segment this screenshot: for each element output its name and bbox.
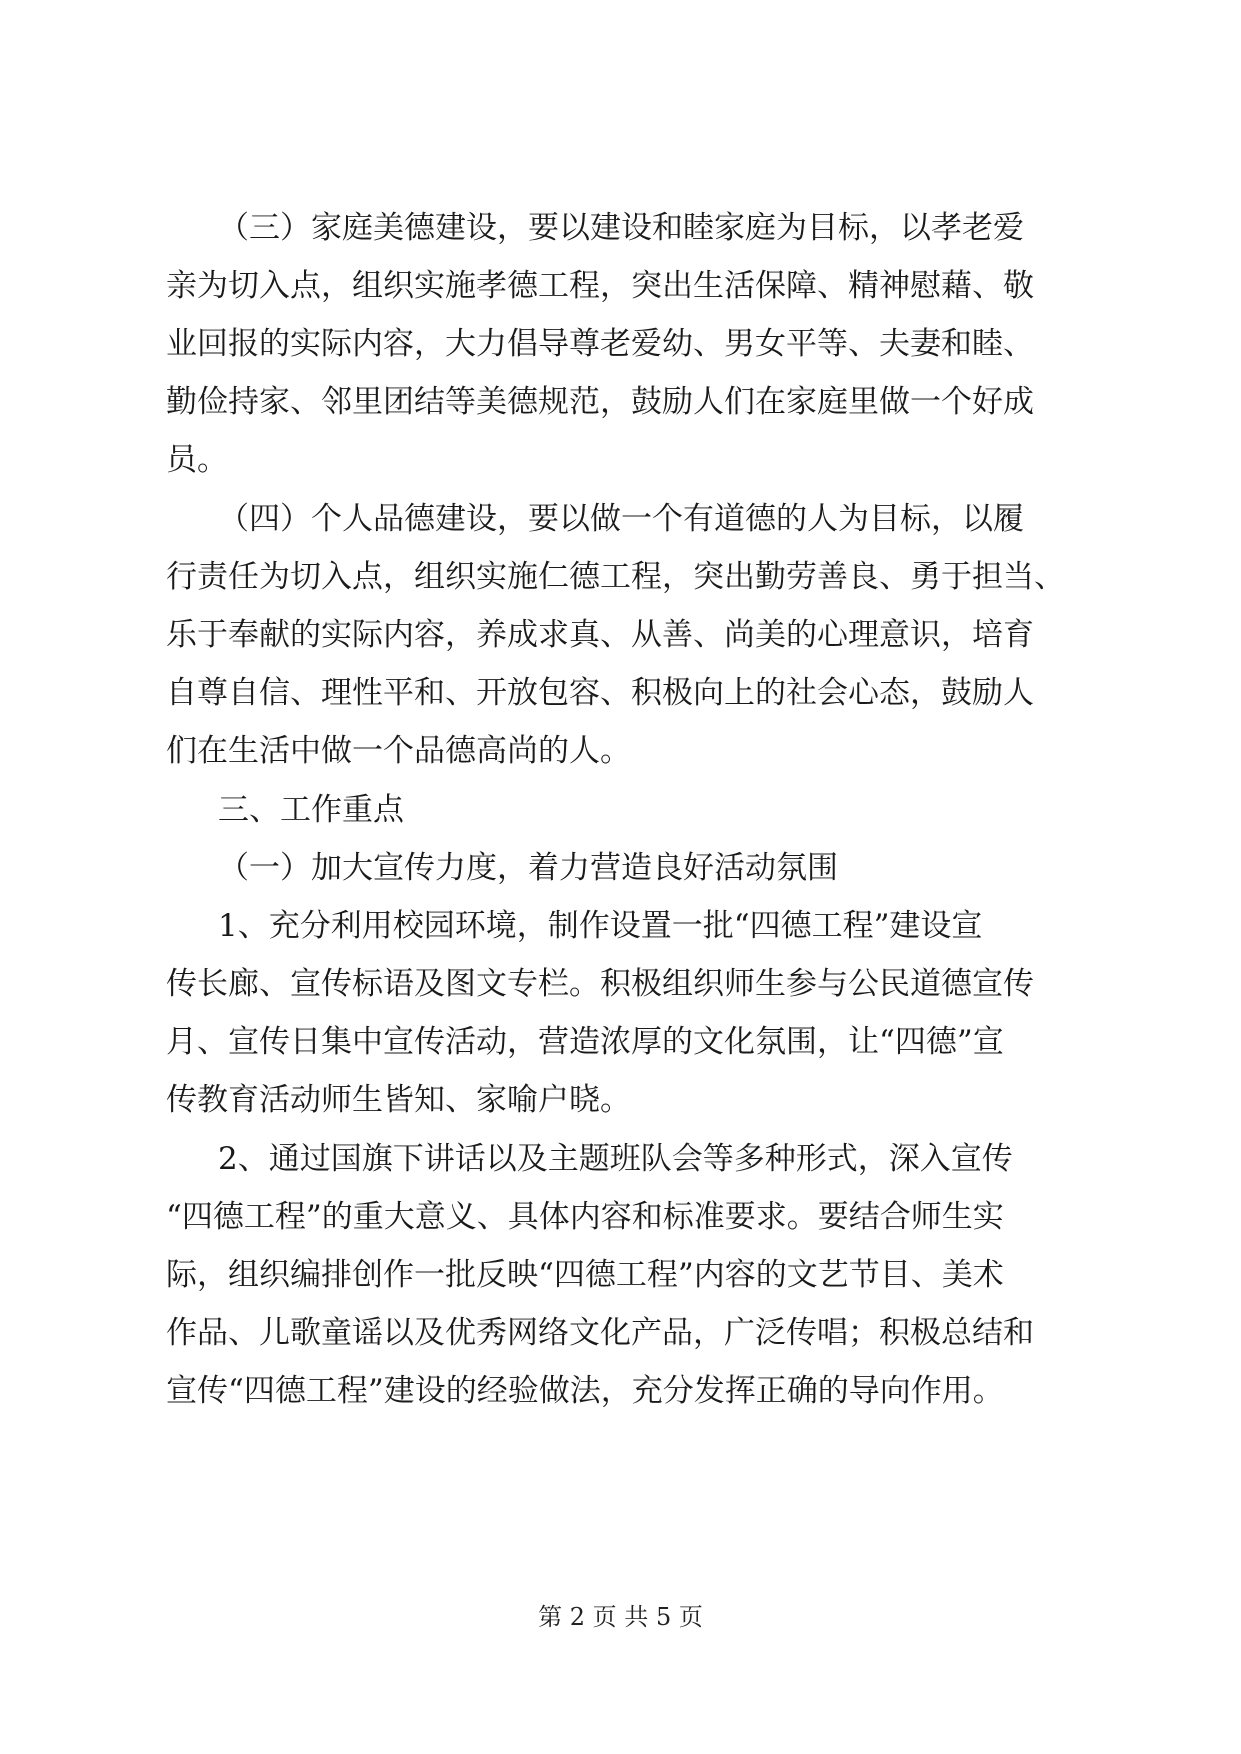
line-19: 际，组织编排创作一批反映“四德工程”内容的文艺节目、美术 bbox=[166, 1257, 1004, 1293]
line-16: 传教育活动师生皆知、家喻户晓。 bbox=[166, 1082, 631, 1118]
line-20: 作品、儿歌童谣以及优秀网络文化产品，广泛传唱；积极总结和 bbox=[166, 1315, 1034, 1351]
section-heading: 三、工作重点 bbox=[218, 792, 404, 828]
line-18: “四德工程”的重大意义、具体内容和标准要求。要结合师生实 bbox=[166, 1199, 1004, 1235]
line-17: 2、通过国旗下讲话以及主题班队会等多种形式，深入宣传 bbox=[218, 1141, 1013, 1177]
line-2: 亲为切入点，组织实施孝德工程，突出生活保障、精神慰藉、敬 bbox=[166, 268, 1034, 304]
line-13: 1、充分利用校园环境，制作设置一批“四德工程”建设宣 bbox=[218, 908, 983, 944]
line-1: （三）家庭美德建设，要以建设和睦家庭为目标，以孝老爱 bbox=[218, 210, 1024, 246]
line-7: 行责任为切入点，组织实施仁德工程，突出勤劳善良、勇于担当、 bbox=[166, 559, 1065, 595]
line-10: 们在生活中做一个品德高尚的人。 bbox=[166, 733, 631, 769]
page-number-footer: 第 2 页 共 5 页 bbox=[538, 1603, 703, 1631]
line-9: 自尊自信、理性平和、开放包容、积极向上的社会心态，鼓励人 bbox=[166, 675, 1034, 711]
line-6: （四）个人品德建设，要以做一个有道德的人为目标，以履 bbox=[218, 501, 1024, 537]
line-21: 宣传“四德工程”建设的经验做法，充分发挥正确的导向作用。 bbox=[166, 1373, 1004, 1409]
line-8: 乐于奉献的实际内容，养成求真、从善、尚美的心理意识，培育 bbox=[166, 617, 1034, 653]
line-15: 月、宣传日集中宣传活动，营造浓厚的文化氛围，让“四德”宣 bbox=[166, 1024, 1004, 1060]
subsection-heading: （一）加大宣传力度，着力营造良好活动氛围 bbox=[218, 850, 838, 886]
line-3: 业回报的实际内容，大力倡导尊老爱幼、男女平等、夫妻和睦、 bbox=[166, 326, 1034, 362]
line-14: 传长廊、宣传标语及图文专栏。积极组织师生参与公民道德宣传 bbox=[166, 966, 1034, 1002]
line-4: 勤俭持家、邻里团结等美德规范，鼓励人们在家庭里做一个好成 bbox=[166, 384, 1034, 420]
line-5: 员。 bbox=[166, 442, 228, 478]
